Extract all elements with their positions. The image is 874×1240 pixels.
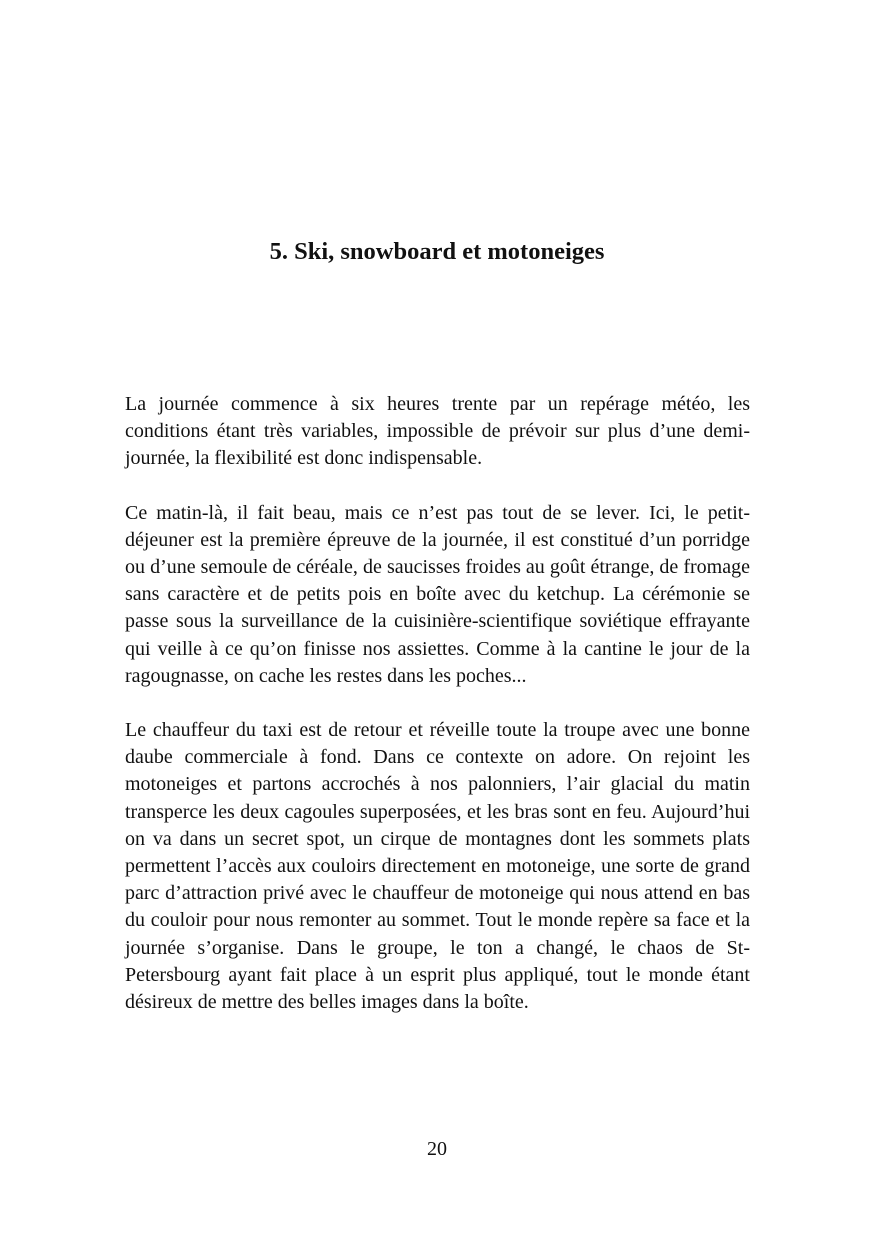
chapter-body [125, 391, 750, 1043]
paragraph: Ce matin-là, il fait beau, mais ce n’est pas tout de se lever. Ici, le petit-déjeuner est la première épreuve de la journée, il est constitué d’un porridge ou d’une semoule de céréale, de saucisses froides au goût étrange, de fromage sans caractère et de petits pois en boîte avec du ketchup. La cérémonie se passe sous la surveillance de la cuisinière-scientifique soviétique effrayante qui veille à ce qu’on finisse nos assiettes. Comme à la cantine le jour de la ragougnasse, on cache les restes dans les poches... [125, 501, 750, 687]
paragraph: La journée commence à six heures trente par un repérage météo, les conditions étant très variables, impossible de prévoir sur plus d’une demi-journée, la flexibilité est donc indispensable. [125, 393, 750, 470]
paragraph: Le chauffeur du taxi est de retour et réveille toute la troupe avec une bonne daube commerciale à fond. Dans ce contexte on adore. On rejoint les motoneiges et partons accrochés à nos palonniers, l’air glacial du matin transperce les deux cagoules superposées, et les bras sont en feu. Aujourd’hui on va dans un secret spot, un cirque de montagnes dont les sommets plats permettent l’accès aux couloirs directement en motoneige, une sorte de grand parc d’attraction privé avec le chauffeur de motoneige qui nous attend en bas du couloir pour nous remonter au sommet. Tout le monde repère sa face et la journée s’organise. Dans le groupe, le ton a changé, le chaos de St-Petersbourg ayant fait place à un esprit plus appliqué, tout le monde étant désireux de mettre des belles images dans la boîte. [125, 719, 750, 1014]
page-number: 20 [427, 1138, 447, 1160]
chapter-title: 5. Ski, snowboard et motoneiges [269, 238, 605, 265]
